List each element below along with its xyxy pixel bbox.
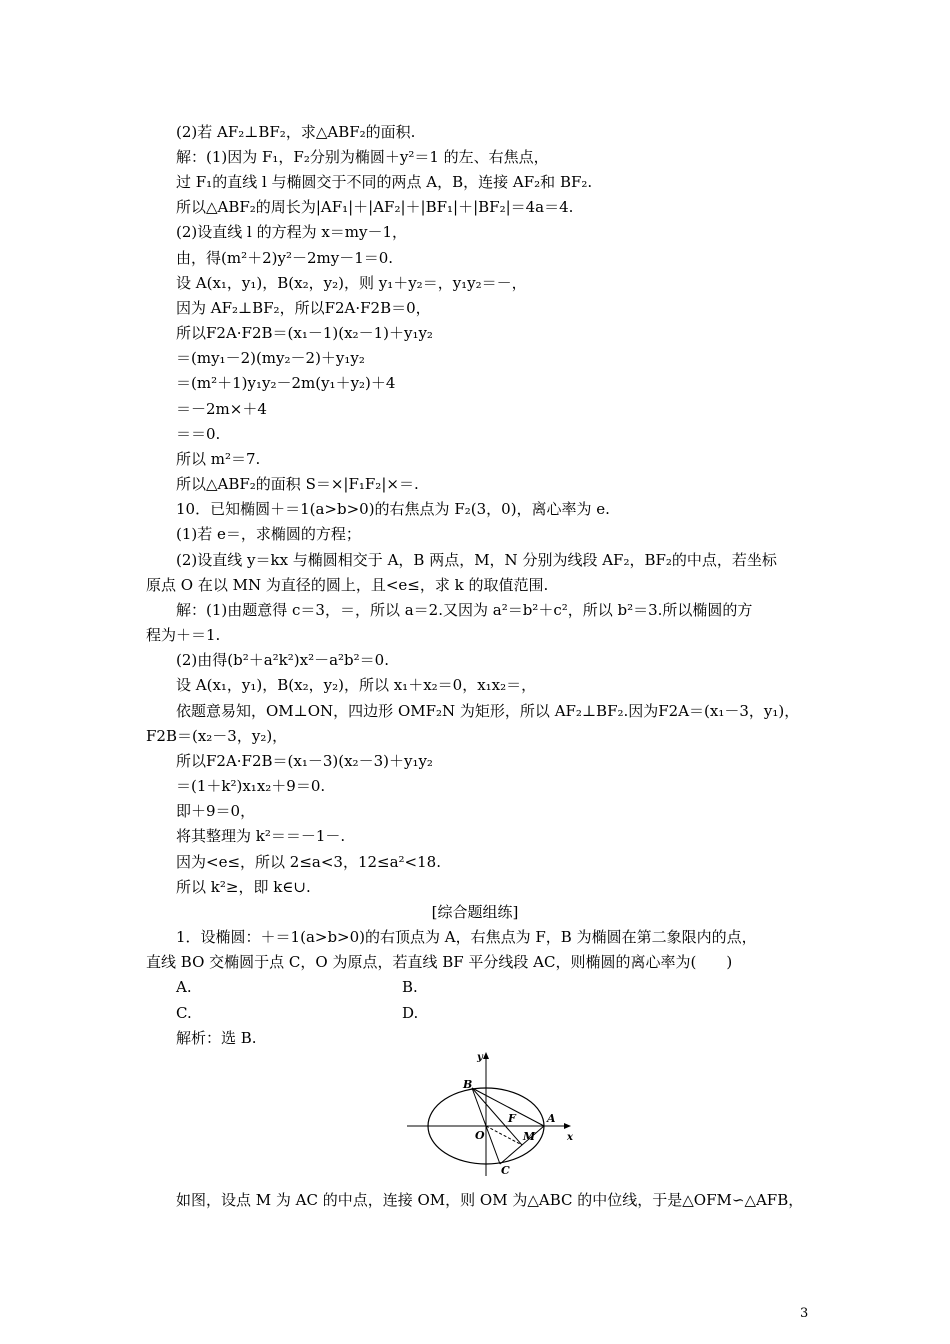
text-line: ＝(my₁－2)(my₂－2)＋y₁y₂ bbox=[176, 349, 365, 367]
label-c: C bbox=[501, 1164, 510, 1177]
text-line: 1．设椭圆：＋＝1(a>b>0)的右顶点为 A，右焦点为 F，B 为椭圆在第二象限内的点， bbox=[176, 928, 757, 946]
text-line: 过 F₁的直线 l 与椭圆交于不同的两点 A，B，连接 AF₂和 BF₂. bbox=[176, 173, 593, 191]
text-line: (1)若 e＝，求椭圆的方程； bbox=[176, 525, 361, 543]
text-line: ＝(m²＋1)y₁y₂－2m(y₁＋y₂)＋4 bbox=[176, 374, 396, 392]
text-line: 依题意易知，OM⊥ON，四边形 OMF₂N 为矩形，所以 AF₂⊥BF₂.因为F2A＝(x₁－3，y₁)， bbox=[176, 702, 800, 720]
text-line: 因为<e≤，所以 2≤a<3，12≤a²<18. bbox=[176, 853, 441, 871]
text-line: (2)若 AF₂⊥BF₂，求△ABF₂的面积. bbox=[176, 123, 416, 141]
text-line: 解：(1)由题意得 c＝3，＝，所以 a＝2.又因为 a²＝b²＋c²，所以 b²＝3.所以椭圆的方 bbox=[176, 601, 753, 619]
text-line: 程为＋＝1. bbox=[146, 626, 221, 644]
text-line: 10．已知椭圆＋＝1(a>b>0)的右焦点为 F₂(3，0)，离心率为 e. bbox=[176, 500, 610, 518]
option-d: D. bbox=[402, 1004, 419, 1022]
segment-om bbox=[486, 1126, 522, 1145]
section-heading: [综合题组练] bbox=[431, 903, 519, 921]
text-line: ＝(1＋k²)x₁x₂＋9＝0. bbox=[176, 777, 326, 795]
text-line: 即＋9＝0， bbox=[176, 802, 256, 820]
label-o: O bbox=[475, 1129, 485, 1142]
option-a: A. bbox=[176, 978, 192, 996]
label-x: x bbox=[567, 1132, 573, 1143]
text-line: 将其整理为 k²＝＝－1－. bbox=[176, 827, 346, 845]
text-line: 如图，设点 M 为 AC 的中点，连接 OM，则 OM 为△ABC 的中位线，于是△OFM∽△AFB， bbox=[176, 1191, 804, 1209]
text-line: 由，得(m²＋2)y²－2my－1＝0. bbox=[176, 249, 394, 267]
text-line: 所以F2A·F2B＝(x₁－3)(x₂－3)＋y₁y₂ bbox=[176, 752, 433, 770]
label-b: B bbox=[463, 1078, 473, 1091]
text-line: 直线 BO 交椭圆于点 C，O 为原点，若直线 BF 平分线段 AC，则椭圆的离心率为( ) bbox=[146, 953, 733, 971]
label-y: y bbox=[477, 1052, 483, 1063]
text-line: 所以△ABF₂的周长为|AF₁|＋|AF₂|＋|BF₁|＋|BF₂|＝4a＝4. bbox=[176, 198, 574, 216]
text-line: 因为 AF₂⊥BF₂，所以F2A·F2B＝0， bbox=[176, 299, 431, 317]
y-axis-arrow bbox=[483, 1052, 489, 1059]
text-line: (2)设直线 y＝kx 与椭圆相交于 A，B 两点，M，N 分别为线段 AF₂，BF₂的中点，若坐标 bbox=[176, 551, 777, 569]
label-m: M bbox=[523, 1130, 536, 1143]
text-line: (2)设直线 l 的方程为 x＝my－1， bbox=[176, 223, 408, 241]
text-line: 原点 O 在以 MN 为直径的圆上，且<e≤，求 k 的取值范围. bbox=[146, 576, 549, 594]
ellipse-figure bbox=[405, 1048, 585, 1180]
label-f: F bbox=[508, 1112, 516, 1125]
option-c: C. bbox=[176, 1004, 192, 1022]
text-line: 所以 m²＝7. bbox=[176, 450, 261, 468]
text-line: ＝－2m×＋4 bbox=[176, 400, 267, 418]
answer-line: 解析：选 B. bbox=[176, 1029, 257, 1047]
text-line: 所以 k²≥，即 k∈∪. bbox=[176, 878, 311, 896]
label-a: A bbox=[547, 1112, 556, 1125]
text-line: 所以F2A·F2B＝(x₁－1)(x₂－1)＋y₁y₂ bbox=[176, 324, 433, 342]
option-b: B. bbox=[402, 978, 418, 996]
text-line: 所以△ABF₂的面积 S＝×|F₁F₂|×＝. bbox=[176, 475, 419, 493]
text-line: 设 A(x₁，y₁)，B(x₂，y₂)，则 y₁＋y₂＝，y₁y₂＝－， bbox=[176, 274, 527, 292]
text-line: ＝＝0. bbox=[176, 425, 221, 443]
text-line: F2B＝(x₂－3，y₂)， bbox=[146, 727, 288, 745]
x-axis-arrow bbox=[564, 1123, 571, 1129]
text-line: 设 A(x₁，y₁)，B(x₂，y₂)，所以 x₁＋x₂＝0，x₁x₂＝， bbox=[176, 676, 537, 694]
text-line: 解：(1)因为 F₁，F₂分别为椭圆＋y²＝1 的左、右焦点， bbox=[176, 148, 549, 166]
page-number: 3 bbox=[800, 1306, 809, 1321]
text-line: (2)由得(b²＋a²k²)x²－a²b²＝0. bbox=[176, 651, 389, 669]
